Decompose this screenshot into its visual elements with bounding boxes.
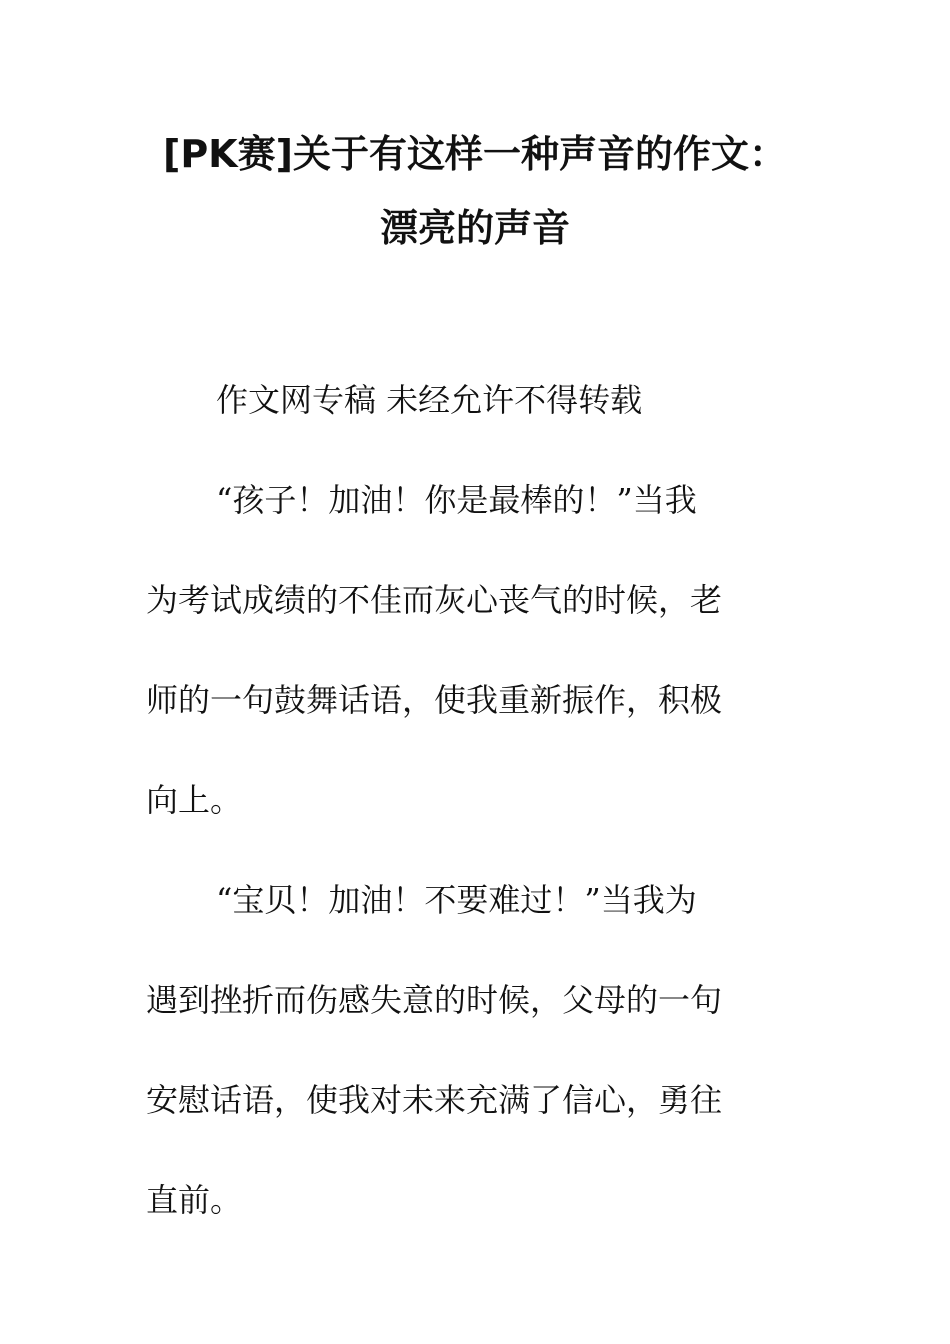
paragraph-1-line-4: 向上。	[146, 781, 243, 819]
paragraph-2-line-4: 直前。	[146, 1181, 243, 1219]
paragraph-2-line-2: 遇到挫折而伤感失意的时候，父母的一句	[146, 981, 723, 1019]
source-note: 作文网专稿 未经允许不得转载	[216, 381, 643, 419]
paragraph-1-line-3: 师的一句鼓舞话语，使我重新振作，积极	[146, 681, 723, 719]
title-line-1: [PK赛]关于有这样一种声音的作文：	[162, 132, 788, 176]
paragraph-2-line-1: “宝贝！加油！不要难过！”当我为	[216, 881, 697, 919]
paragraph-1-line-1: “孩子！加油！你是最棒的！”当我	[216, 481, 697, 519]
title-line-2: 漂亮的声音	[379, 206, 570, 250]
paragraph-2-line-3: 安慰话语，使我对未来充满了信心，勇往	[146, 1081, 723, 1119]
paragraph-1-line-2: 为考试成绩的不佳而灰心丧气的时候，老	[146, 581, 723, 619]
